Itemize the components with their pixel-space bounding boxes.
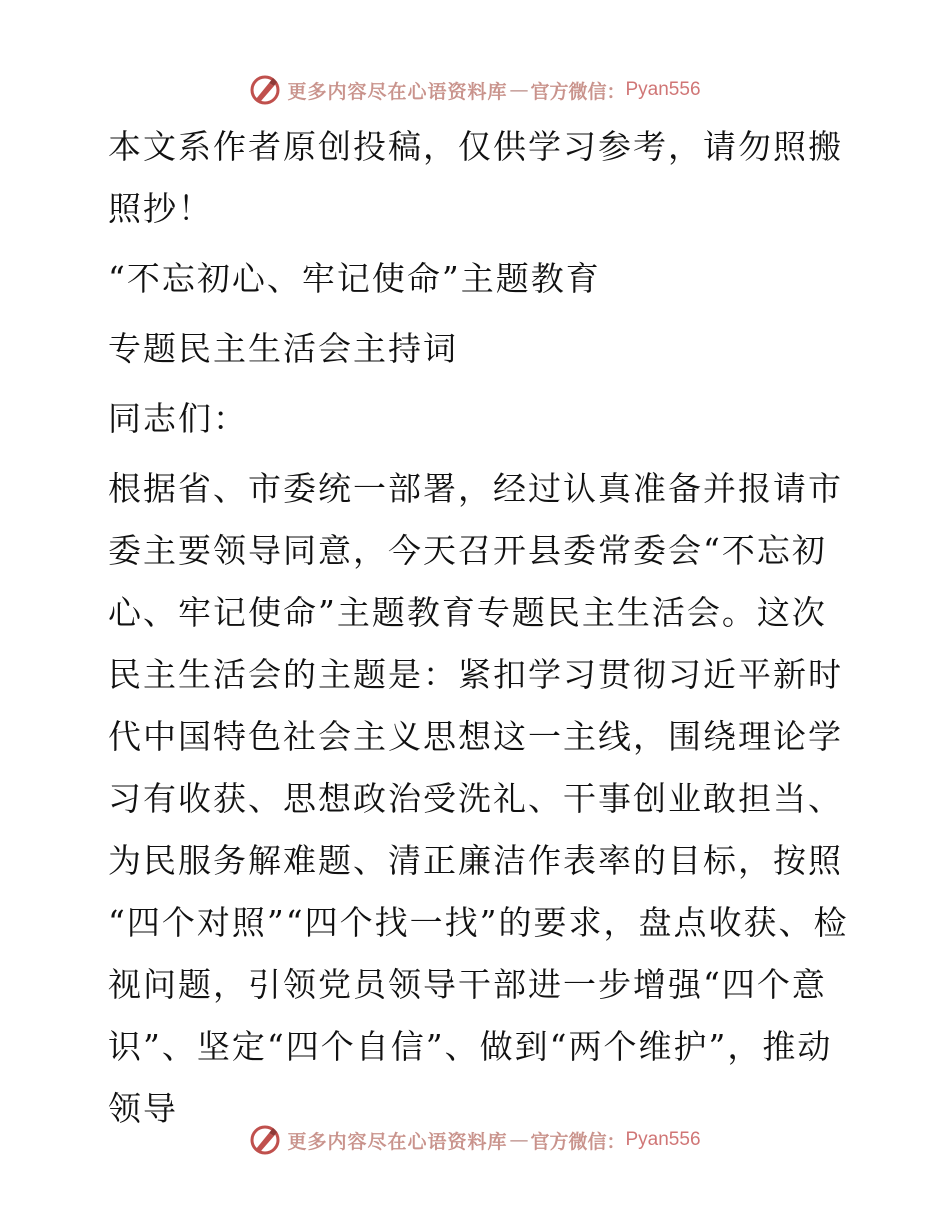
banner-separator: — — [509, 1129, 529, 1151]
banner-wechat-label: 官方微信： — [530, 1130, 626, 1153]
footer-watermark — [0, 1120, 950, 1160]
pen-logo-icon — [249, 1124, 281, 1156]
document-body — [98, 116, 858, 1140]
banner-site-text: 更多内容尽在心语资料库 — [287, 80, 508, 103]
banner-wechat-id: Pyan556 — [625, 1129, 701, 1150]
copyright-notice: 本文系作者原创投稿，仅供学习参考，请勿照搬照抄！ — [108, 127, 843, 228]
header-watermark — [0, 70, 950, 110]
salutation: 同志们： — [108, 399, 248, 438]
document-title-line1: “不忘初心、牢记使命”主题教育 — [108, 259, 601, 298]
banner-wechat-id: Pyan556 — [625, 79, 701, 100]
body-paragraph: 根据省、市委统一部署，经过认真准备并报请市委主要领导同意，今天召开县委常委会“不忘初心、牢记使命”主题教育专题民主生活会。这次民主生活会的主题是：紧扣学习贯彻习近平新时代中国特色社会主义思想这一主线，围绕理论学习有收获、思想政治受洗礼、干事创业敢担当、为民服务解难题、清正廉洁作表率的目标，按照 “四个对照”“四个找一找”的要求，盘点收获、检视问题，引领党员领导干部进一步增强“四个意识”、坚定“四个自信”、做到“两个维护”，推动领导 — [108, 469, 849, 1128]
pen-logo-icon — [249, 74, 281, 106]
banner-site-text: 更多内容尽在心语资料库 — [287, 1130, 508, 1153]
banner-separator: — — [509, 79, 529, 101]
banner-wechat-label: 官方微信： — [530, 80, 626, 103]
document-title-line2: 专题民主生活会主持词 — [108, 329, 458, 368]
